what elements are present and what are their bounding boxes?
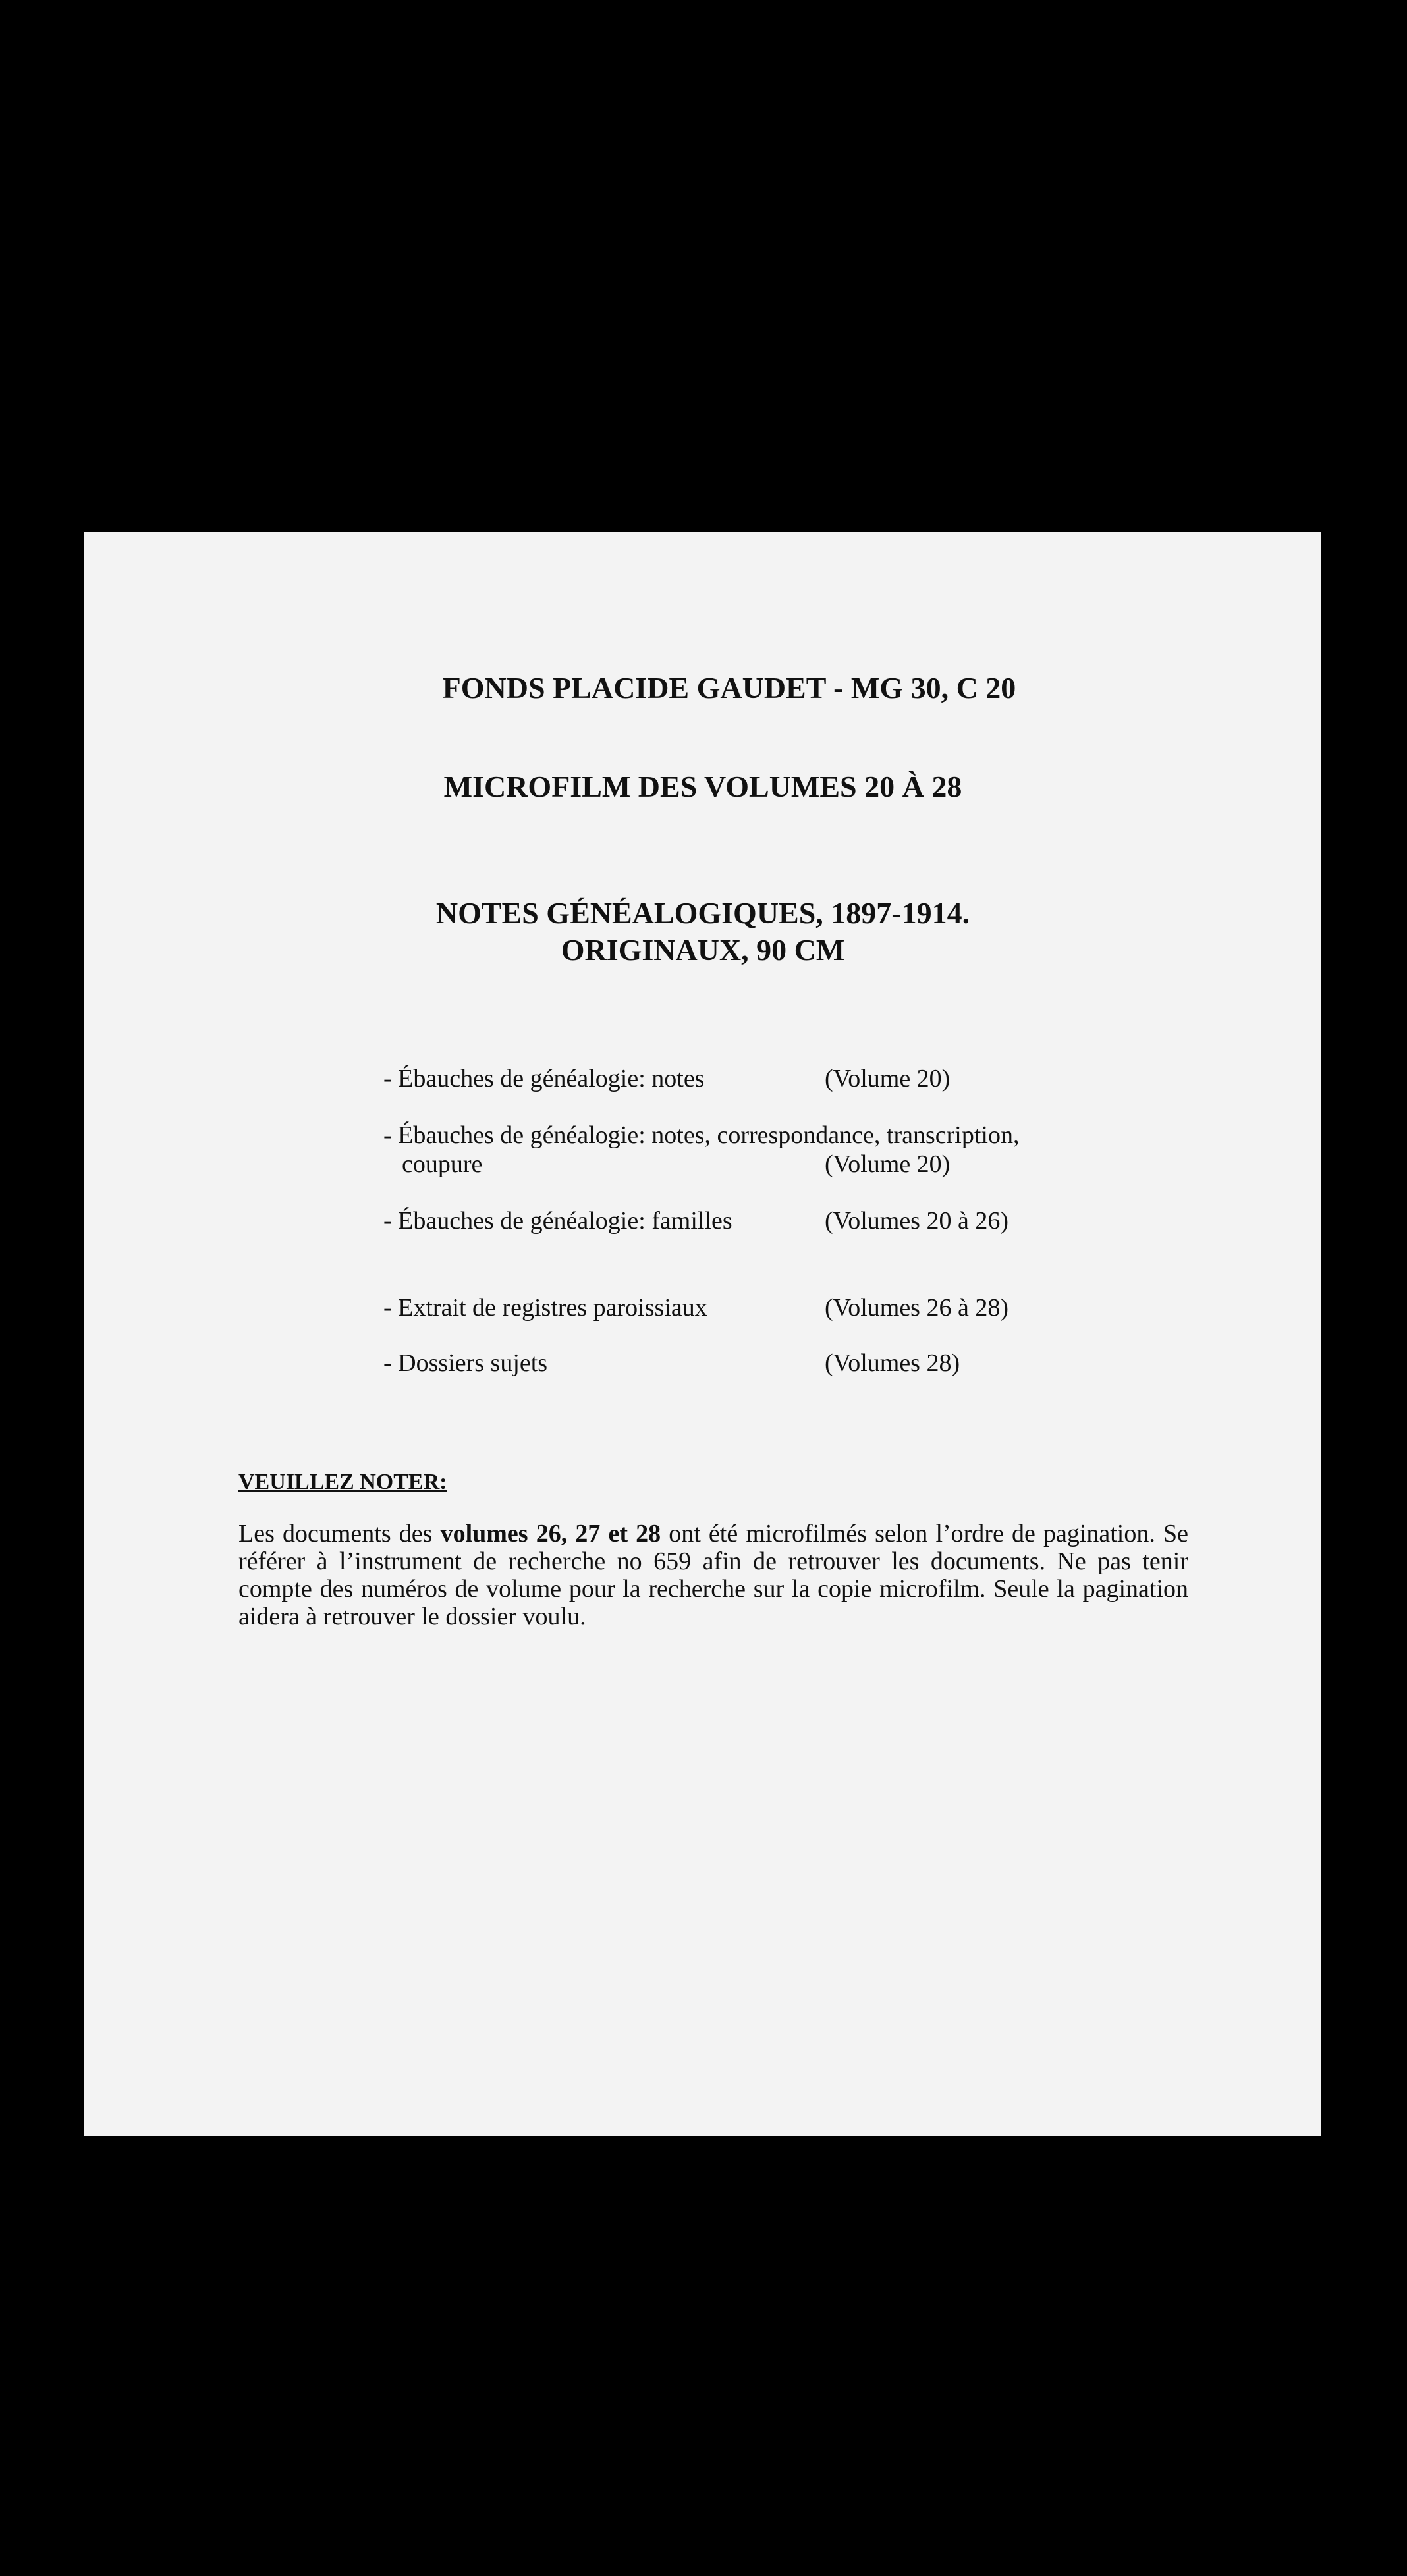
document-title: FONDS PLACIDE GAUDET - MG 30, C 20 — [442, 671, 1016, 705]
entry-description-continued: coupure — [402, 1150, 483, 1178]
note-text-end: ont été microfilmés selon l’ordre de pagination. Se référer à l’instrument de recherche no 659 afin de retrouver les documents. Ne pas tenir compte des numéros de volume pour la recherche sur la copie microfilm. Seule la pagination aidera à retrouver le dossier voulu. — [238, 1520, 1188, 1630]
note-body — [238, 1520, 1188, 1630]
entry-description: - Ébauches de généalogie: notes — [383, 1065, 705, 1092]
note-heading: VEUILLEZ NOTER: — [238, 1470, 447, 1494]
entry-volume: (Volumes 28) — [825, 1349, 960, 1377]
entry-volume: (Volume 20) — [825, 1150, 951, 1178]
series-title-line2: ORIGINAUX, 90 CM — [561, 933, 845, 967]
note-text-bold: volumes 26, 27 et 28 — [440, 1520, 661, 1547]
entry-description: - Extrait de registres paroissiaux — [383, 1294, 707, 1322]
entry-volume: (Volumes 26 à 28) — [825, 1294, 1008, 1322]
document-page — [84, 532, 1321, 2136]
entry-description: - Ébauches de généalogie: familles — [383, 1207, 732, 1235]
series-title-line1: NOTES GÉNÉALOGIQUES, 1897-1914. — [435, 896, 970, 930]
entry-volume: (Volume 20) — [825, 1065, 951, 1092]
entry-description: - Ébauches de généalogie: notes, correspondance, transcription, — [383, 1121, 1020, 1149]
note-text-start: Les documents des — [238, 1520, 441, 1547]
entry-volume: (Volumes 20 à 26) — [825, 1207, 1008, 1235]
entry-description: - Dossiers sujets — [383, 1349, 548, 1377]
document-subtitle: MICROFILM DES VOLUMES 20 À 28 — [443, 770, 962, 803]
